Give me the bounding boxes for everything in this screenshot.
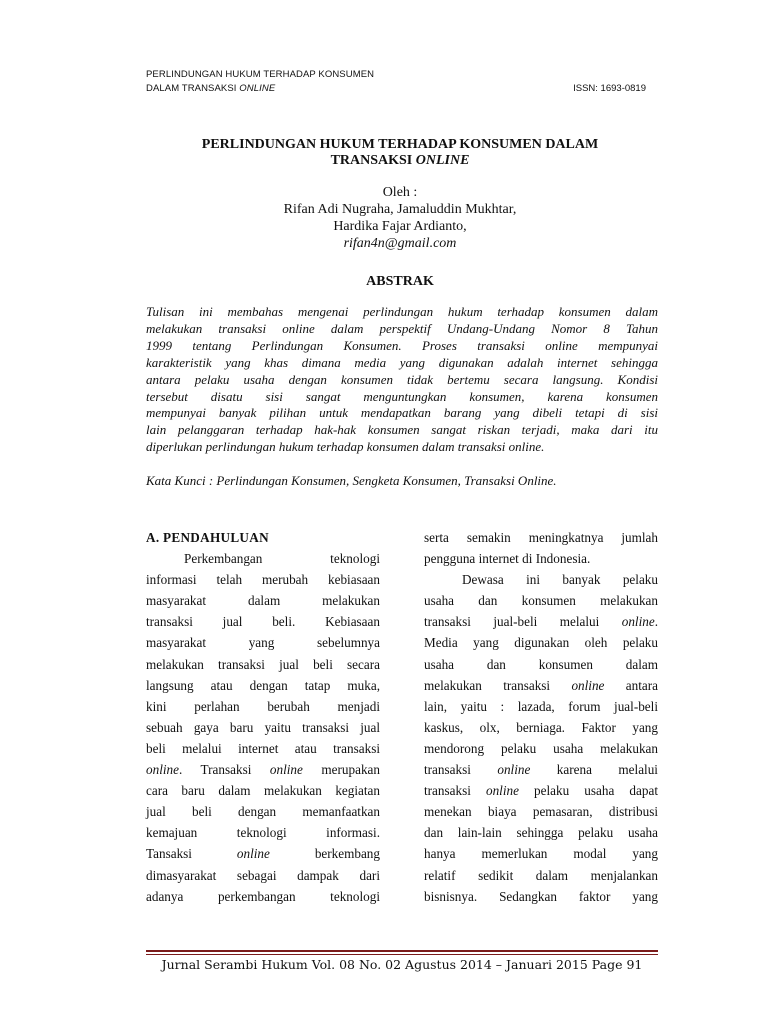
body-line: serta semakin meningkatnya jumlah [424, 530, 658, 545]
body-line: transaksi jual beli. Kebiasaan [146, 614, 380, 630]
body-line: cara baru dalam melakukan kegiatan [146, 783, 380, 799]
body-line: bisnisnya. Sedangkan faktor yang [424, 888, 658, 904]
abstract-line: diperlukan perlindungan hukum terhadap konsumen dalam transaksi online. [146, 439, 545, 455]
body-line: transaksi online karena melalui [424, 762, 658, 778]
body-line: hanya memerlukan modal yang [424, 846, 658, 862]
body-line: usaha dan konsumen dalam [424, 656, 658, 672]
author-email: rifan4n@gmail.com [343, 236, 457, 251]
issn-label: ISSN: 1693-0819 [573, 83, 646, 94]
body-line: usaha dan konsumen melakukan [424, 593, 658, 609]
body-line: Perkembangan teknologi [184, 551, 380, 567]
abstract-heading: ABSTRAK [366, 274, 434, 289]
body-line: transaksi jual-beli melalui online. [424, 614, 658, 630]
abstract-line: mempunyai banyak pilihan untuk mendapatkan barang yang dibeli tetapi di sisi [146, 405, 658, 421]
body-line: dimasyarakat sebagai dampak dari [146, 867, 380, 883]
abstract-line: melakukan transaksi online dalam perspektif Undang-Undang Nomor 8 Tahun [146, 320, 658, 336]
footer-rule [146, 950, 658, 952]
page-footer: Jurnal Serambi Hukum Vol. 08 No. 02 Agustus 2014 – Januari 2015 Page 91 [161, 957, 643, 972]
abstract-line: Tulisan ini membahas mengenai perlindungan hukum terhadap konsumen dalam [146, 304, 658, 319]
author-names-line-2: Hardika Fajar Ardianto, [333, 219, 467, 234]
body-line: beli melalui internet atau transaksi [146, 740, 380, 756]
section-heading: A. PENDAHULUAN [146, 530, 269, 545]
body-line: online. Transaksi online merupakan [146, 762, 380, 778]
running-header-line-1: PERLINDUNGAN HUKUM TERHADAP KONSUMEN [146, 69, 375, 80]
body-line: lain, yaitu : lazada, forum jual-beli [424, 698, 658, 714]
body-line: sebuah gaya baru yaitu transaksi jual [146, 719, 380, 735]
abstract-line: lain pelanggaran terhadap hak-hak konsumen sangat riskan terjadi, maka dari itu [146, 422, 658, 438]
body-line: informasi telah merubah kebiasaan [146, 572, 380, 588]
body-line: jual beli dengan memanfaatkan [146, 804, 380, 820]
body-line: kaskus, olx, berniaga. Faktor yang [424, 719, 658, 735]
running-header-line-2: DALAM TRANSAKSI ONLINE [146, 83, 276, 94]
abstract-line: 1999 tentang Perlindungan Konsumen. Proses transaksi online mempunyai [146, 337, 658, 353]
body-line: masyarakat yang sebelumnya [146, 635, 380, 651]
body-line: Tansaksi online berkembang [146, 846, 380, 862]
body-line: menekan biaya pemasaran, distribusi [424, 804, 658, 820]
body-line: kini perlahan berubah menjadi [146, 698, 380, 714]
body-line: pengguna internet di Indonesia. [424, 551, 591, 567]
body-line: langsung atau dengan tatap muka, [146, 677, 380, 693]
paper-title-line-1: PERLINDUNGAN HUKUM TERHADAP KONSUMEN DALAM [201, 137, 599, 152]
running-header [146, 68, 374, 96]
body-line: transaksi online pelaku usaha dapat [424, 783, 658, 799]
abstract-line: karakteristik yang khas dimana media yang digunakan adalah internet sehingga [146, 354, 658, 370]
paper-title [146, 137, 654, 169]
body-line: melakukan transaksi jual beli secara [146, 656, 380, 672]
by-label: Oleh : [382, 185, 418, 200]
body-line: masyarakat dalam melakukan [146, 593, 380, 609]
body-column-left [146, 527, 380, 907]
abstract-line: antara pelaku usaha dengan konsumen tidak bertemu secara langsung. Kondisi [146, 371, 658, 387]
body-line: kemajuan teknologi informasi. [146, 825, 380, 841]
body-line: dan lain-lain sehingga pelaku usaha [424, 825, 658, 841]
author-block [146, 184, 654, 252]
footer-rule-thin [146, 954, 658, 955]
body-line: Dewasa ini banyak pelaku [462, 572, 658, 588]
body-line: melakukan transaksi online antara [424, 677, 658, 693]
keywords: Kata Kunci : Perlindungan Konsumen, Sengketa Konsumen, Transaksi Online. [146, 473, 557, 488]
author-names-line-1: Rifan Adi Nugraha, Jamaluddin Mukhtar, [283, 202, 517, 217]
abstract-text [146, 304, 658, 456]
paper-title-line-2: TRANSAKSI ONLINE [330, 153, 470, 168]
body-line: mendorong pelaku usaha melakukan [424, 740, 658, 756]
body-line: adanya perkembangan teknologi [146, 888, 380, 904]
body-line: relatif sedikit dalam menjalankan [424, 867, 658, 883]
body-line: Media yang digunakan oleh pelaku [424, 635, 658, 651]
abstract-line: tersebut disatu sisi sangat menguntungkan konsumen, karena konsumen [146, 388, 658, 404]
body-column-right [424, 527, 658, 907]
